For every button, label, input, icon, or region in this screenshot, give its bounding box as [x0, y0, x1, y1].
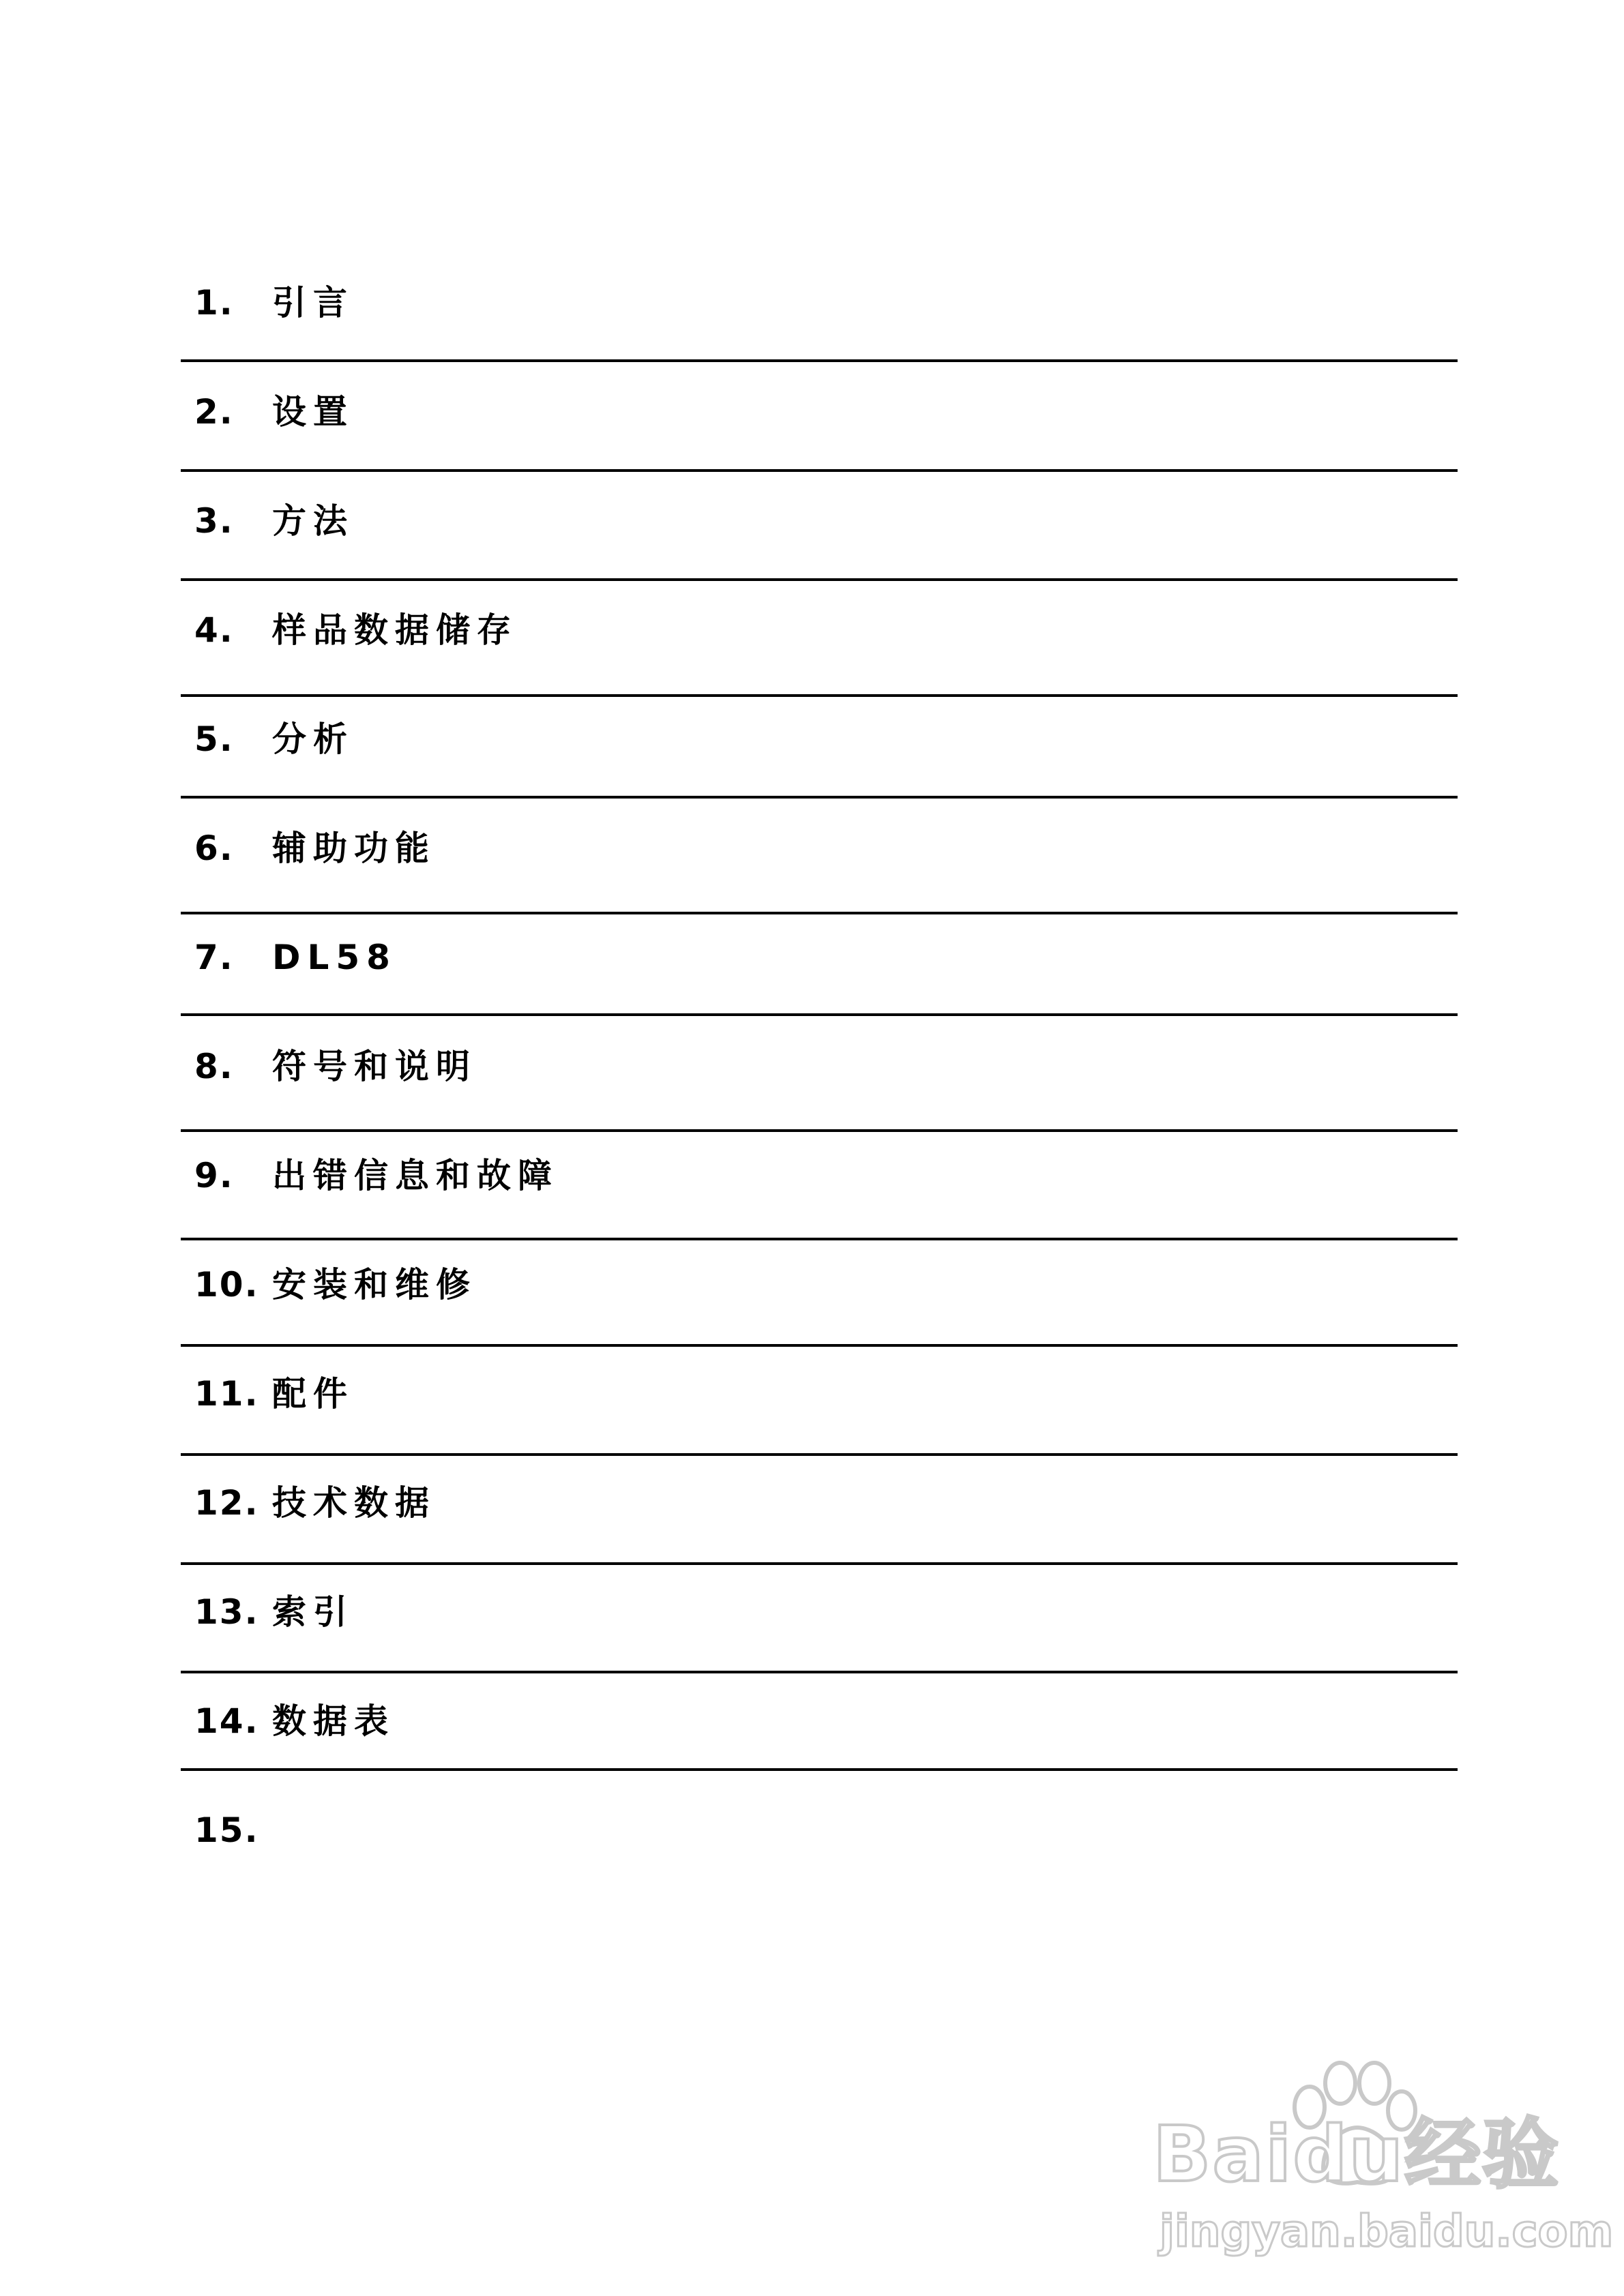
toc-entry-number: 10. — [194, 1265, 259, 1304]
toc-divider — [181, 796, 1458, 799]
toc-entry-number: 8. — [194, 1047, 234, 1086]
toc-divider — [181, 578, 1458, 581]
toc-entry-title: DL58 — [272, 938, 397, 977]
toc-entry-number: 5. — [194, 719, 234, 759]
toc-entry-number: 7. — [194, 938, 234, 977]
toc-divider — [181, 1129, 1458, 1132]
toc-entry-number: 2. — [194, 392, 234, 432]
toc-divider — [181, 1453, 1458, 1456]
toc-divider — [181, 1013, 1458, 1016]
toc-entry-number: 14. — [194, 1701, 259, 1741]
toc-divider — [181, 912, 1458, 914]
toc-entry-title: 辅助功能 — [272, 829, 436, 868]
toc-entry-title: 引言 — [272, 283, 354, 323]
toc-entry-title: 安装和维修 — [272, 1265, 477, 1304]
toc-entry-title: 技术数据 — [272, 1483, 436, 1523]
toc-divider — [181, 1562, 1458, 1565]
toc-divider — [181, 1768, 1458, 1771]
toc-entry-title: 数据表 — [272, 1701, 395, 1741]
toc-entry-title: 分析 — [272, 719, 354, 759]
toc-entry-title: 设置 — [272, 392, 354, 432]
toc-entry-number: 3. — [194, 501, 234, 541]
toc-entry-title: 配件 — [272, 1374, 354, 1414]
watermark-logo-text: Baidu经验 — [1153, 2111, 1561, 2199]
toc-divider — [181, 1344, 1458, 1347]
toc-entry-title: 符号和说明 — [272, 1047, 477, 1086]
toc-entry-number: 12. — [194, 1483, 259, 1523]
toc-entry-number: 13. — [194, 1592, 259, 1632]
table-of-contents — [181, 0, 1458, 2296]
toc-entry-number: 6. — [194, 829, 234, 868]
toc-divider — [181, 359, 1458, 362]
toc-divider — [181, 1238, 1458, 1240]
toc-divider — [181, 694, 1458, 697]
toc-entry-number: 15. — [194, 1810, 259, 1850]
toc-entry-number: 1. — [194, 283, 234, 323]
toc-entry-title: 方法 — [272, 501, 354, 541]
toc-entry-title: 样品数据储存 — [272, 610, 518, 650]
toc-entry-number: 4. — [194, 610, 234, 650]
watermark-url-text: jingyan.baidu.com — [1160, 2207, 1614, 2257]
toc-divider — [181, 469, 1458, 472]
baidu-jingyan-watermark — [1153, 2053, 1614, 2257]
toc-entry-number: 9. — [194, 1156, 234, 1195]
toc-entry-title: 索引 — [272, 1592, 354, 1632]
toc-divider — [181, 1671, 1458, 1673]
toc-entry-title: 出错信息和故障 — [272, 1156, 559, 1195]
toc-entry-number: 11. — [194, 1374, 259, 1414]
